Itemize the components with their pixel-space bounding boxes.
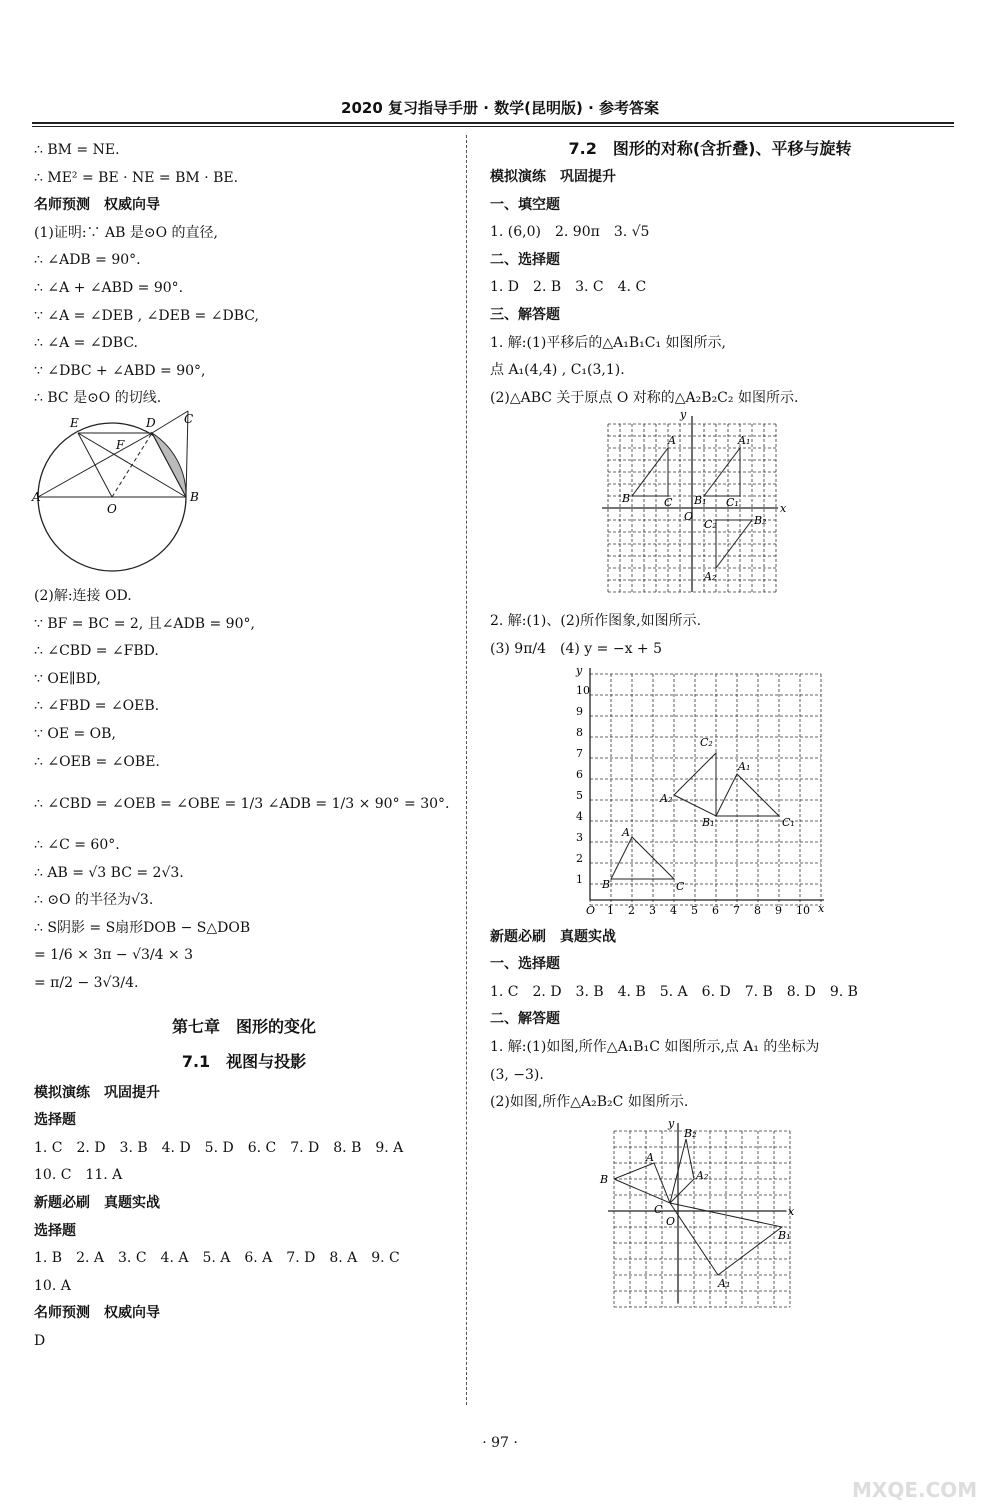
left-text-line: ∴ ME² = BE · NE = BM · BE. xyxy=(34,169,239,186)
label-a: A xyxy=(32,489,41,504)
g2-x-tick: O xyxy=(586,903,596,917)
left-text-line: ∴ ∠FBD = ∠OEB. xyxy=(34,698,160,715)
g2-x-tick: 4 xyxy=(670,903,677,917)
g2-b: B xyxy=(602,877,611,891)
right-text-line: 新题必刷 真题实战 xyxy=(490,928,616,945)
grid-figure-3 xyxy=(490,1117,930,1317)
right-text-line: 一、选择题 xyxy=(490,956,560,973)
g1-b2: B₂ xyxy=(754,514,767,528)
left-text-line: = 1/6 × 3π − √3/4 × 3 xyxy=(34,947,194,964)
section-7-2-title: 7.2 图形的对称(含折叠)、平移与旋转 xyxy=(568,139,852,158)
page-number: · 97 · xyxy=(482,1435,518,1451)
g3-c: C xyxy=(654,1202,663,1216)
g2-x-tick: 2 xyxy=(628,903,635,917)
label-e: E xyxy=(70,415,79,430)
g1-a: A xyxy=(668,434,676,448)
right-text-line: 1. C 2. D 3. B 4. B 5. A 6. D 7. B 8. D 9. B xyxy=(490,983,858,1000)
g2-x-tick: 7 xyxy=(733,903,740,917)
g2-y-tick: 3 xyxy=(576,830,583,844)
right-text-line: 二、选择题 xyxy=(490,251,560,268)
g2-y-tick: 2 xyxy=(576,851,583,865)
g2-x-tick: 8 xyxy=(754,903,761,917)
label-f: F xyxy=(116,437,125,452)
left-text-line: ∴ S阴影 = S扇形DOB − S△DOB xyxy=(34,919,251,936)
left-text-line: ∵ BF = BC = 2, 且∠ADB = 90°, xyxy=(34,615,255,632)
left-text-line: = π/2 − 3√3/4. xyxy=(34,975,139,992)
formula-cbd: ∴ ∠CBD = ∠OEB = ∠OBE = 1/3 ∠ADB = 1/3 × 90° = 30°. xyxy=(34,796,450,813)
left-text-line: ∴ ∠A = ∠DBC. xyxy=(34,335,138,352)
g2-a2: A₂ xyxy=(660,791,673,805)
right-column xyxy=(490,134,930,1317)
left-text-line: ∴ ∠C = 60°. xyxy=(34,837,120,854)
g1-y-label: y xyxy=(680,408,687,422)
left-text-line: 1. C 2. D 3. B 4. D 5. D 6. C 7. D 8. B 9. A xyxy=(34,1139,404,1156)
left-text-line: (1)证明:∵ AB 是⊙O 的直径, xyxy=(34,224,218,241)
right-text-line: (3) 9π/4 (4) y = −x + 5 xyxy=(490,640,662,657)
section-7-1-title: 7.1 视图与投影 xyxy=(181,1051,307,1071)
page-header: 2020 复习指导手册 · 数学(昆明版) · 参考答案 xyxy=(341,99,659,117)
chapter-title: 第七章 图形的变化 xyxy=(171,1016,316,1036)
column-separator xyxy=(466,135,467,1405)
g2-y-tick: 5 xyxy=(576,788,583,802)
g1-a1: A₁ xyxy=(738,434,751,448)
g2-y-tick: 9 xyxy=(576,704,583,718)
g2-y-tick: 7 xyxy=(576,746,583,760)
g3-origin: O xyxy=(666,1214,676,1228)
g1-origin: O xyxy=(684,510,694,524)
g2-x-tick: 1 xyxy=(607,903,614,917)
left-text-line: D xyxy=(34,1333,46,1349)
g2-x-tick: 10 xyxy=(796,903,810,917)
g1-c: C xyxy=(664,496,673,510)
left-text-line: ∴ BM = NE. xyxy=(34,142,120,158)
label-o: O xyxy=(107,501,117,516)
right-text-line: 1. 解:(1)平移后的△A₁B₁C₁ 如图所示, xyxy=(490,334,726,351)
left-text-line: ∴ ∠OEB = ∠OBE. xyxy=(34,753,160,770)
g2-c: C xyxy=(676,879,685,893)
right-text-line: (2)如图,所作△A₂B₂C 如图所示. xyxy=(490,1094,689,1111)
g3-b2: B₂ xyxy=(684,1126,697,1140)
g2-x-tick: 3 xyxy=(649,903,656,917)
right-text-line: 二、解答题 xyxy=(490,1011,560,1028)
right-text-line: 1. 解:(1)如图,所作△A₁B₁C 如图所示,点 A₁ 的坐标为 xyxy=(490,1038,820,1055)
g2-c1: C₁ xyxy=(782,815,795,829)
left-text-line: 新题必刷 真题实战 xyxy=(34,1195,160,1212)
g2-c2: C₂ xyxy=(700,735,713,749)
g2-a: A xyxy=(622,825,630,839)
g1-b: B xyxy=(622,492,631,506)
grid-figure-1 xyxy=(490,408,930,608)
left-text-line: 选择题 xyxy=(34,1112,76,1129)
g3-b1: B₁ xyxy=(778,1228,791,1242)
g2-y-label: y xyxy=(576,663,583,677)
header-rule-thin xyxy=(32,126,954,127)
g2-y-tick: 8 xyxy=(576,725,583,739)
g3-x-label: x xyxy=(788,1204,795,1218)
right-text-line: 一、填空题 xyxy=(490,196,560,213)
left-text-line: ∵ OE = OB, xyxy=(34,725,116,742)
right-text-line: 1. (6,0) 2. 90π 3. √5 xyxy=(490,224,650,241)
g1-a2: A₂ xyxy=(704,570,717,584)
left-text-line: 名师预测 权威向导 xyxy=(34,197,160,214)
left-text-line: 10. C 11. A xyxy=(34,1167,123,1184)
label-c: C xyxy=(184,411,194,426)
left-text-line: ∴ ∠CBD = ∠FBD. xyxy=(34,643,159,660)
left-text-line: ∴ ∠ADB = 90°. xyxy=(34,252,141,269)
right-text-line: 2. 解:(1)、(2)所作图象,如图所示. xyxy=(490,613,702,630)
left-text-line: ∵ ∠A = ∠DEB , ∠DEB = ∠DBC, xyxy=(34,307,259,324)
g2-y-tick: 6 xyxy=(576,767,583,781)
g1-b1: B₁ xyxy=(694,494,707,508)
g1-c2: C₂ xyxy=(704,518,717,532)
g2-x-tick: 5 xyxy=(691,903,698,917)
right-text-line: 三、解答题 xyxy=(490,306,560,323)
g3-b: B xyxy=(600,1172,609,1186)
g1-c1: C₁ xyxy=(726,496,739,510)
label-b: B xyxy=(190,489,199,504)
left-text-line: ∵ ∠DBC + ∠ABD = 90°, xyxy=(34,362,206,379)
left-text-line: ∴ AB = √3 BC = 2√3. xyxy=(34,864,184,881)
watermark-text: MXQE.COM xyxy=(852,1478,978,1502)
right-text-line: (3, −3). xyxy=(490,1066,544,1083)
right-text-line: 1. D 2. B 3. C 4. C xyxy=(490,279,647,296)
g2-a1: A₁ xyxy=(738,759,751,773)
left-text-line: ∴ ∠A + ∠ABD = 90°. xyxy=(34,279,184,296)
left-text-line: ∵ OE∥BD, xyxy=(34,670,101,687)
left-text-line: ∴ ⊙O 的半径为√3. xyxy=(34,892,154,909)
left-text-line: (2)解:连接 OD. xyxy=(34,587,132,604)
left-text-line: 名师预测 权威向导 xyxy=(34,1305,160,1322)
g2-y-tick: 4 xyxy=(576,809,583,823)
circle-figure xyxy=(34,413,234,583)
g1-x-label: x xyxy=(780,502,787,516)
g2-y-tick: 1 xyxy=(576,872,583,886)
right-text-line: 点 A₁(4,4) , C₁(3,1). xyxy=(490,362,625,379)
right-text-line: (2)△ABC 关于原点 O 对称的△A₂B₂C₂ 如图所示. xyxy=(490,389,799,406)
g2-x-tick: 9 xyxy=(775,903,782,917)
g2-x-label: x xyxy=(818,901,825,915)
g2-y-tick: 10 xyxy=(576,683,590,697)
left-text-line: 选择题 xyxy=(34,1222,76,1239)
left-text-line: ∴ BC 是⊙O 的切线. xyxy=(34,390,162,407)
g2-x-tick: 6 xyxy=(712,903,719,917)
left-text-line: 1. B 2. A 3. C 4. A 5. A 6. A 7. D 8. A 9. C xyxy=(34,1250,400,1267)
left-text-line: 10. A xyxy=(34,1277,71,1294)
g3-a2: A₂ xyxy=(696,1168,709,1182)
g2-b1: B₁ xyxy=(702,815,715,829)
grid-figure-2 xyxy=(490,664,930,924)
left-text-line: 模拟演练 巩固提升 xyxy=(34,1084,160,1101)
g3-a1: A₁ xyxy=(718,1276,731,1290)
right-text-line: 模拟演练 巩固提升 xyxy=(490,169,616,185)
left-column xyxy=(34,137,454,1356)
g3-a: A xyxy=(646,1150,654,1164)
label-d: D xyxy=(146,415,156,430)
g3-y-label: y xyxy=(668,1116,675,1130)
header-rule xyxy=(32,122,954,124)
